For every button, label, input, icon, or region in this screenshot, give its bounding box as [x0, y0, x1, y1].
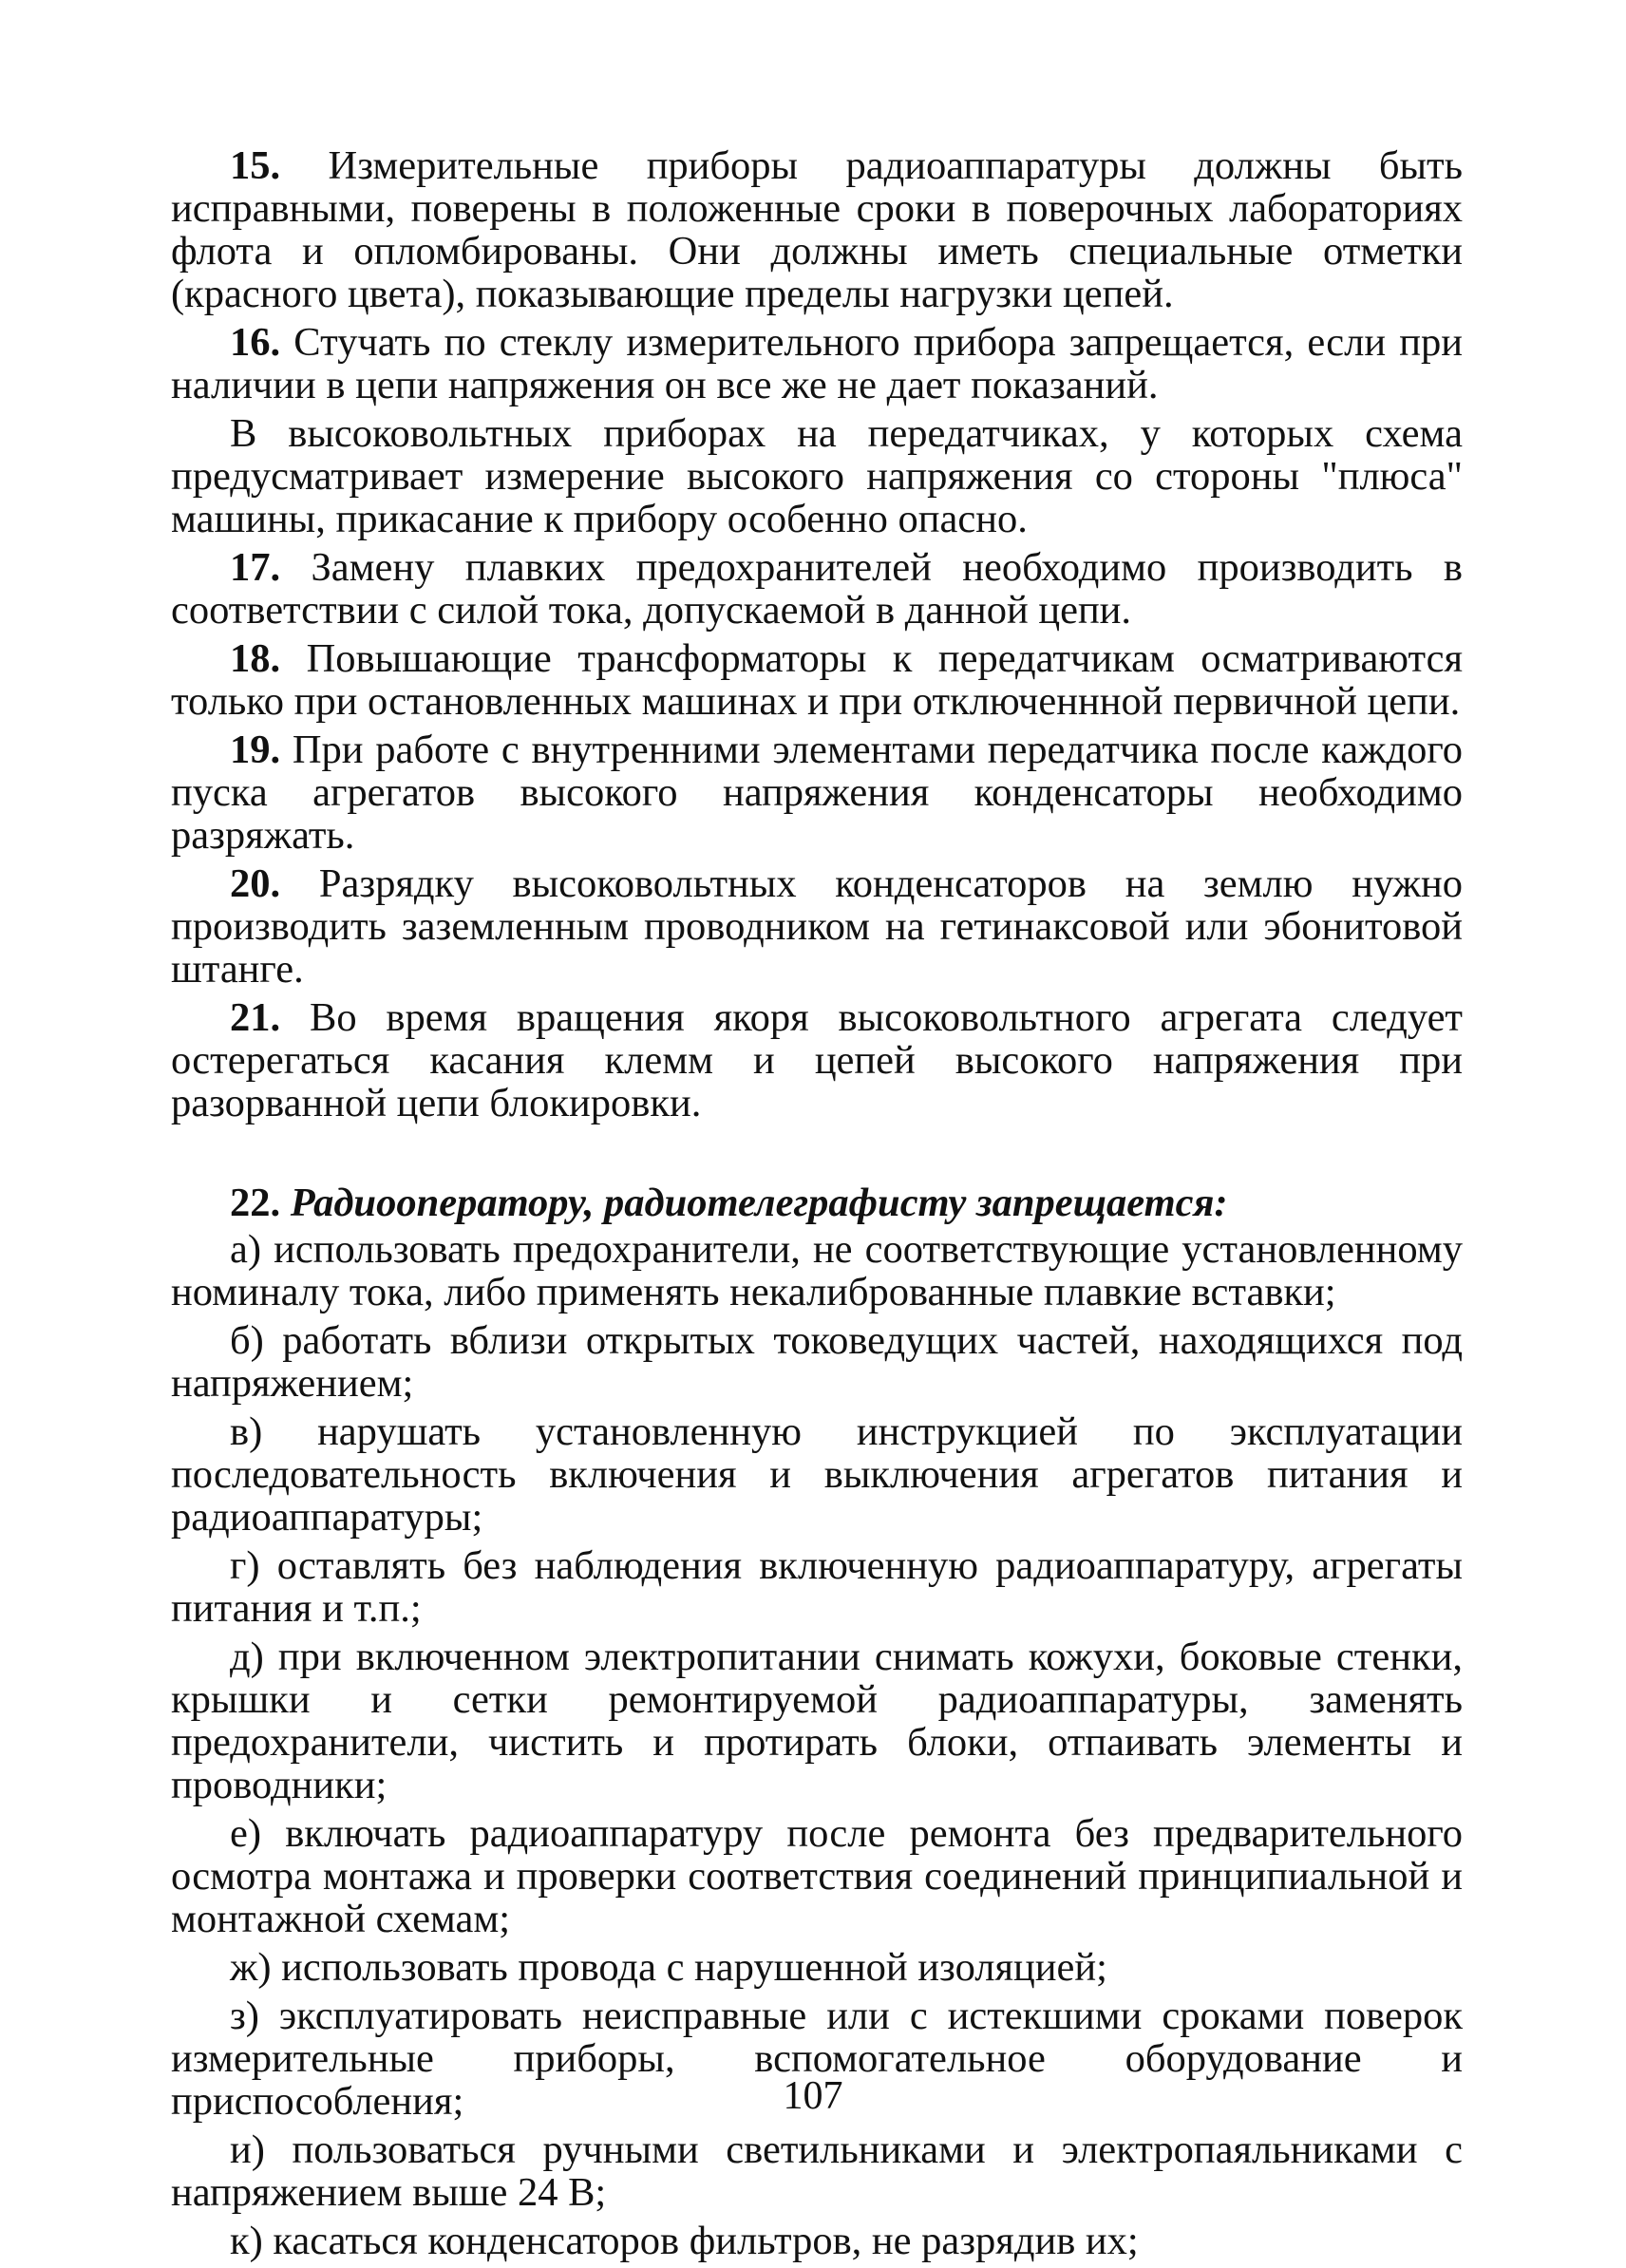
heading-text: Радиооператору, радиотелеграфисту запрещается:	[290, 1181, 1228, 1225]
paragraph-text: Разрядку высоковольтных конденсаторов на землю нужно производить заземленным проводником на гетинаксовой или эбонитовой штанге.	[171, 861, 1464, 992]
list-item-a: а) использовать предохранители, не соответствующие установленному номиналу тока, либо применять некалиброванные плавкие вставки;	[171, 1227, 1463, 1314]
list-item-v: в) нарушать установленную инструкцией по эксплуатации последовательность включения и выключения агрегатов питания и радиоаппаратуры;	[171, 1409, 1463, 1540]
paragraph-number: 20.	[230, 861, 281, 906]
section-heading-22	[171, 1181, 1463, 1224]
page-number: 107	[783, 2074, 843, 2118]
paragraph-text: Во время вращения якоря высоковольтного агрегата следует остерегаться касания клемм и цепей высокого напряжения при разорванной цепи блокировки.	[171, 995, 1464, 1125]
list-item-g: г) оставлять без наблюдения включенную радиоаппаратуру, агрегаты питания и т.п.;	[171, 1543, 1463, 1631]
paragraph-number: 15.	[230, 143, 281, 188]
paragraph-21	[171, 996, 1463, 1125]
paragraph-number: 19.	[230, 728, 281, 772]
paragraph-text: Измерительные приборы радиоаппаратуры должны быть исправными, поверены в положенные сроки в поверочных лабораториях флота и опломбированы. Они должны иметь специальные отметки (красного цвета), показывающие пределы нагрузки цепей.	[171, 143, 1463, 316]
paragraph-17	[171, 546, 1463, 632]
paragraph-text: Стучать по стеклу измерительного прибора запрещается, если при наличии в цепи напряжения он все же не дает показаний.	[171, 320, 1464, 407]
list-item-z: з) эксплуатировать неисправные или с истекшими сроками поверок измерительные приборы, вспомогательное оборудование и приспособления;	[171, 1994, 1463, 2124]
paragraph-16-note	[171, 412, 1463, 540]
paragraph-15	[171, 144, 1463, 315]
paragraph-number: 16.	[230, 320, 281, 365]
paragraph-20	[171, 862, 1463, 991]
list-item-e: е) включать радиоаппаратуру после ремонта без предварительного осмотра монтажа и проверки соответствия соединений принципиальной и монтажной схемам;	[171, 1811, 1463, 1941]
list-item-zh: ж) использовать провода с нарушенной изоляцией;	[230, 1945, 1107, 1990]
list-item-d: д) при включенном электропитании снимать кожухи, боковые стенки, крышки и сетки ремонтируемой радиоаппаратуры, заменять предохранители, чистить и протирать блоки, отпаивать элементы и проводники;	[171, 1635, 1463, 1807]
paragraph-text: При работе с внутренними элементами передатчика после каждого пуска агрегатов высокого напряжения конденсаторы необходимо разряжать.	[171, 728, 1463, 858]
list-item-b: б) работать вблизи открытых токоведущих частей, находящихся под напряжением;	[171, 1318, 1463, 1406]
paragraph-number: 21.	[230, 995, 281, 1040]
paragraph-18	[171, 637, 1463, 723]
paragraph-text: В высоковольтных приборах на передатчиках, у которых схема предусматривает измерение высокого напряжения со стороны "плюса" машины, прикасание к прибору особенно опасно.	[171, 411, 1463, 541]
paragraph-text: Замену плавких предохранителей необходимо производить в соответствии с силой тока, допускаемой в данной цепи.	[171, 545, 1463, 633]
paragraph-number: 18.	[230, 636, 281, 681]
paragraph-16	[171, 321, 1463, 406]
paragraph-19	[171, 728, 1463, 857]
paragraph-number: 17.	[230, 545, 281, 590]
list-item-k: к) касаться конденсаторов фильтров, не разрядив их;	[230, 2219, 1139, 2263]
heading-number: 22.	[230, 1181, 281, 1225]
body-text	[171, 144, 1463, 2268]
list-item-i: и) пользоваться ручными светильниками и электропаяльниками с напряжением выше 24 В;	[171, 2127, 1463, 2215]
paragraph-text: Повышающие трансформаторы к передатчикам осматриваются только при остановленных машинах и при отключеннной первичной цепи.	[171, 636, 1464, 724]
